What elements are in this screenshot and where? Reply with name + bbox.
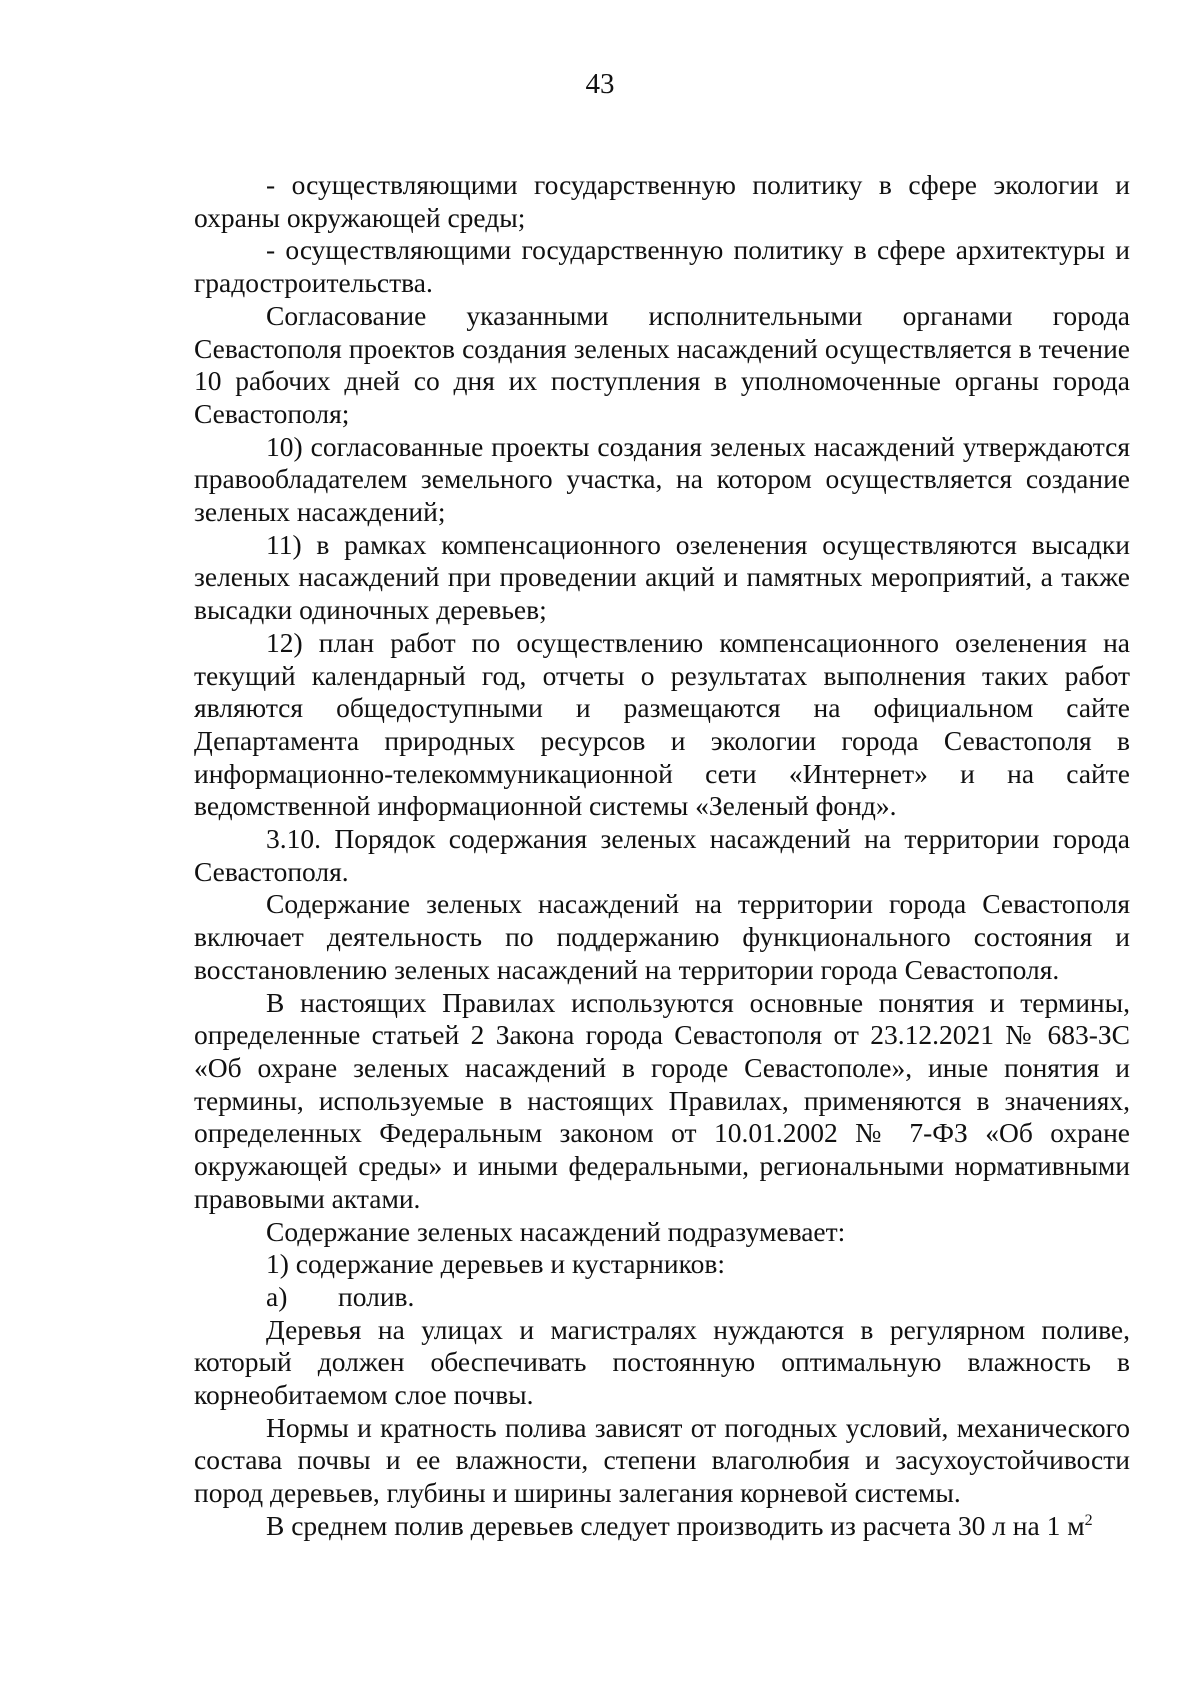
paragraph-maintenance-includes: Содержание зеленых насаждений подразумевает: — [266, 1215, 846, 1247]
square-superscript: 2 — [1084, 1511, 1093, 1529]
paragraph-watering-norms: Нормы и кратность полива зависят от погодных условий, механического состава почвы и ее влажности, степени влаголюбия и засухоустойчивости пород деревьев, глубины и ширины залегания корневой системы. — [194, 1411, 1130, 1509]
paragraph-street-trees-watering: Деревья на улицах и магистралях нуждаются в регулярном поливе, который должен обеспечивать постоянную оптимальную влажность в корнеобитаемом слое почвы. — [194, 1313, 1130, 1411]
document-body — [194, 169, 1130, 1543]
paragraph-item-a-watering — [194, 1281, 1130, 1314]
paragraph-item-10: 10) согласованные проекты создания зеленых насаждений утверждаются правообладателем земельного участка, на котором осуществляется создание зеленых насаждений; — [194, 430, 1130, 528]
page-number: 43 — [585, 68, 615, 100]
paragraph-approval-terms: Согласование указанными исполнительными органами города Севастополя проектов создания зеленых насаждений осуществляется в течение 10 рабочих дней со дня их поступления в уполномоченные органы города Севастополя; — [194, 299, 1130, 429]
paragraph-terms-definitions: В настоящих Правилах используются основные понятия и термины, определенные статьей 2 Закона города Севастополя от 23.12.2021 № 683-ЗС «Об охране зеленых насаждений в городе Севастополе», иные понятия и термины, используемые в настоящих Правилах, применяются в значениях, определенных Федеральным законом от 10.01.2002 № 7-ФЗ «Об охране окружающей среды» и иными федеральными, региональными нормативными правовыми актами. — [194, 986, 1130, 1214]
paragraph-item-11: 11) в рамках компенсационного озеленения осуществляются высадки зеленых насаждений при проведении акций и памятных мероприятий, а также высадки одиночных деревьев; — [194, 528, 1130, 626]
paragraph-ecology-bullet: - осуществляющими государственную политику в сфере экологии и охраны окружающей среды; — [194, 169, 1130, 233]
paragraph-item-12: 12) план работ по осуществлению компенсационного озеленения на текущий календарный год, отчеты о результатах выполнения таких работ являются общедоступными и размещаются на официальном сайте Департамента природных ресурсов и экологии города Севастополя в информационно-телекоммуникационной сети «Интернет» и на сайте ведомственной информационной системы «Зеленый фонд». — [194, 626, 1130, 822]
item-a-marker: а) — [266, 1280, 288, 1312]
average-watering-text: В среднем полив деревьев следует производить из расчета 30 л на 1 м — [266, 1509, 1085, 1541]
paragraph-item-1-trees: 1) содержание деревьев и кустарников: — [266, 1248, 725, 1280]
item-a-text: полив. — [338, 1280, 415, 1312]
paragraph-average-watering — [194, 1510, 1130, 1543]
section-heading-3-10: 3.10. Порядок содержания зеленых насаждений на территории города Севастополя. — [194, 823, 1130, 887]
paragraph-maintenance-definition: Содержание зеленых насаждений на территории города Севастополя включает деятельность по поддержанию функционального состояния и восстановлению зеленых насаждений на территории города Севастополя. — [194, 888, 1130, 985]
paragraph-architecture-bullet: - осуществляющими государственную политику в сфере архитектуры и градостроительства. — [194, 234, 1130, 299]
